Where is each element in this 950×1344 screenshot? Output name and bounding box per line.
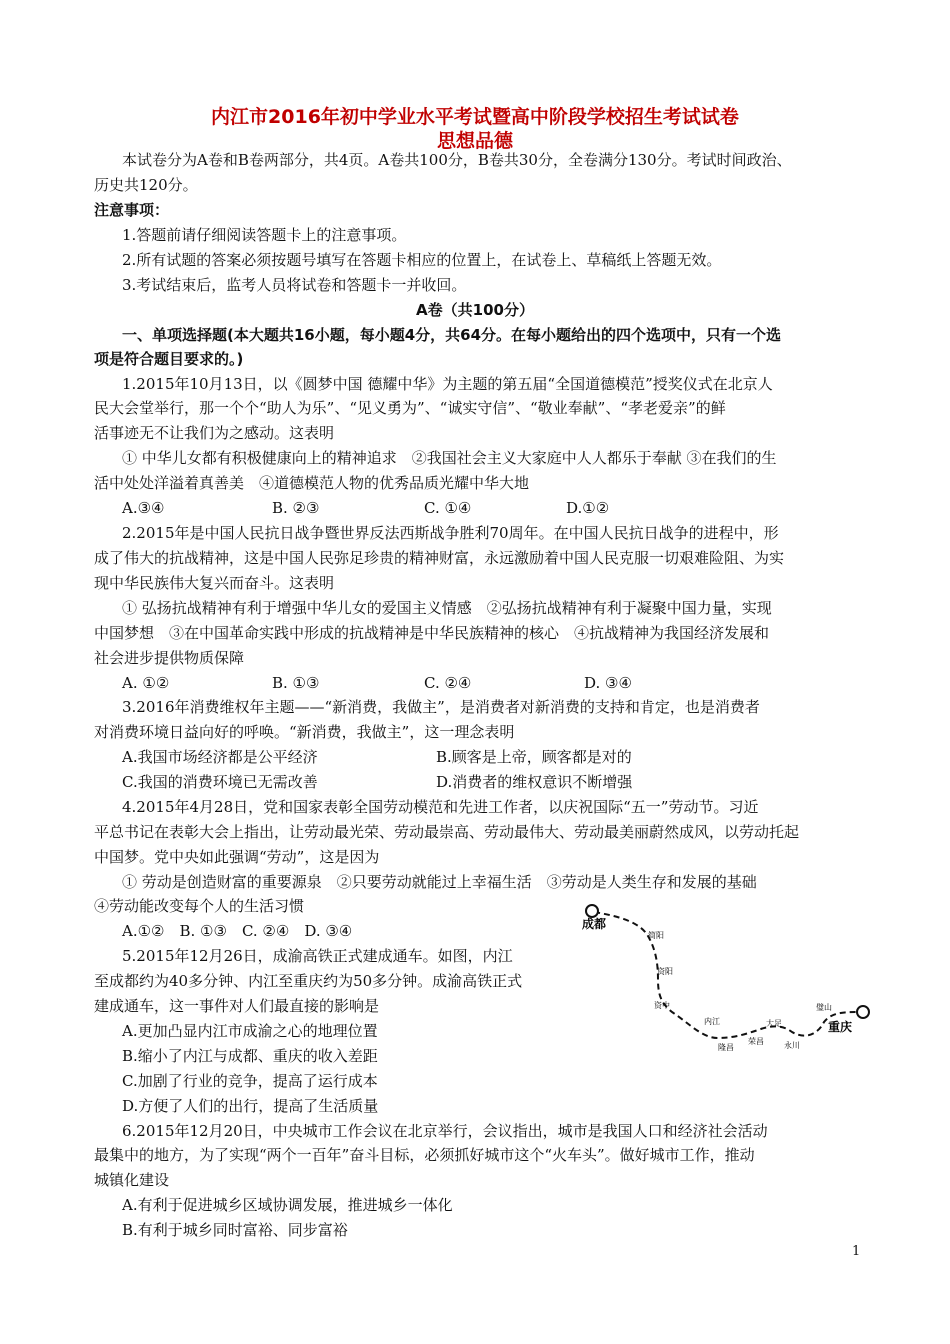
q4-stem: 4.2015年4月28日，党和国家表彰全国劳动模范和先进工作者，以庆祝国际“五一”劳动节。习近 [122,798,759,816]
exam-title: 内江市2016年初中学业水平考试暨高中阶段学校招生考试试卷 [211,106,739,128]
chongqing-terminal-icon [857,1006,869,1018]
q4-statement: ④劳动能改变每个人的生活习惯 [94,897,305,915]
q3-option-c: C.我国的消费环境已无需改善 [122,773,318,791]
q2-stem: 成了伟大的抗战精神，这是中国人民弥足珍贵的精神财富，永远激励着中国人民克服一切艰难险阻、为实 [94,549,785,567]
q3-option-b: B.顾客是上帝，顾客都是对的 [436,748,632,766]
q3-option-d: D.消费者的维权意识不断增强 [436,773,633,791]
q5-option-a: A.更加凸显内江市成渝之心的地理位置 [122,1022,378,1040]
station-ziyang: 资阳 [657,967,673,976]
q5-option-c: C.加剧了行业的竞争，提高了运行成本 [122,1072,378,1090]
station-chongqing: 重庆 [828,1020,853,1034]
q2-stem: 2.2015年是中国人民抗日战争暨世界反法西斯战争胜利70周年。在中国人民抗日战争的进程中，形 [122,524,779,542]
q1-statement: 活中处处洋溢着真善美 ④道德模范人物的优秀品质光耀中华大地 [94,474,530,492]
q4-stem: 中国梦。党中央如此强调“劳动”，这是因为 [94,848,380,866]
q5-stem: 建成通车，这一事件对人们最直接的影响是 [94,997,380,1015]
q3-stem: 对消费环境日益向好的呼唤。“新消费，我做主”，这一理念表明 [94,723,515,741]
q2-stem: 现中华民族伟大复兴而奋斗。这表明 [94,574,335,592]
q1-stem: 活事迹无不让我们为之感动。这表明 [94,424,335,442]
q2-option-c: C. ②④ [424,674,472,692]
station-bishan: 璧山 [816,1003,832,1012]
q2-option-b: B. ①③ [272,674,320,692]
q2-option-a: A. ①② [122,674,170,692]
q1-statement: ① 中华儿女都有积极健康向上的精神追求 ②我国社会主义大家庭中人人都乐于奉献 ③在我们的生 [122,449,777,467]
intro-line: 历史共120分。 [94,176,198,194]
q1-option-d: D.①② [566,499,610,517]
q4-options: A.①② B. ①③ C. ②④ D. ③④ [122,922,353,940]
q2-statement: ① 弘扬抗战精神有利于增强中华儿女的爱国主义情感 ②弘扬抗战精神有利于凝聚中国力量，实现 [122,599,772,617]
q4-statement: ① 劳动是创造财富的重要源泉 ②只要劳动就能过上幸福生活 ③劳动是人类生存和发展的基础 [122,873,757,891]
notice-item: 2.所有试题的答案必须按题号填写在答题卡相应的位置上，在试卷上、草稿纸上答题无效。 [122,251,722,269]
station-dazu: 大足 [766,1019,782,1028]
station-chengdu: 成都 [582,917,607,931]
part1-heading: 一、单项选择题(本大题共16小题，每小题4分，共64分。在每小题给出的四个选项中，只有一个选 [122,326,782,344]
chengdu-terminal-icon [586,905,598,917]
q3-stem: 3.2016年消费维权年主题——“新消费，我做主”，是消费者对新消费的支持和肯定，也是消费者 [122,698,760,716]
station-neijiang: 内江 [704,1017,720,1026]
q6-stem: 最集中的地方，为了实现“两个一百年”奋斗目标，必须抓好城市这个“火车头”。做好城市工作，推动 [94,1146,755,1164]
q5-option-d: D.方便了人们的出行，提高了生活质量 [122,1097,379,1115]
notice-item: 3.考试结束后，监考人员将试卷和答题卡一并收回。 [122,276,467,294]
q3-option-a: A.我国市场经济都是公平经济 [122,748,318,766]
page-number: 1 [852,1244,861,1259]
railway-map [578,900,878,1052]
part1-heading: 项是符合题目要求的。) [94,350,244,368]
q5-stem: 5.2015年12月26日，成渝高铁正式建成通车。如图，内江 [122,947,513,965]
notice-heading: 注意事项： [94,201,170,219]
q1-stem: 1.2015年10月13日，以《圆梦中国 德耀中华》为主题的第五届“全国道德模范”授奖仪式在北京人 [122,375,773,393]
q2-statement: 社会进步提供物质保障 [94,649,245,667]
station-yongchuan: 永川 [784,1041,800,1050]
q2-statement: 中国梦想 ③在中国革命实践中形成的抗战精神是中华民族精神的核心 ④抗战精神为我国经济发展和 [94,624,770,642]
station-zizhong: 资中 [654,1001,670,1010]
section-a-title: A卷（共100分） [416,301,534,319]
q1-stem: 民大会堂举行，那一个个“助人为乐”、“见义勇为”、“诚实守信”、“敬业奉献”、“孝老爱亲”的鲜 [94,399,726,417]
q1-option-c: C. ①④ [424,499,472,517]
station-longchang: 隆昌 [718,1043,734,1052]
q1-option-a: A.③④ [122,499,165,517]
station-rongchang: 荣昌 [748,1037,764,1046]
q6-stem: 6.2015年12月20日，中央城市工作会议在北京举行，会议指出，城市是我国人口和经济社会活动 [122,1122,768,1140]
q5-stem: 至成都约为40多分钟、内江至重庆约为50多分钟。成渝高铁正式 [94,972,523,990]
station-jianyang: 简阳 [648,931,664,940]
q2-option-d: D. ③④ [584,674,632,692]
intro-line: 本试卷分为A卷和B卷两部分，共4页。A卷共100分，B卷共30分，全卷满分130分。考试时间政治、 [122,151,792,169]
q5-option-b: B.缩小了内江与成都、重庆的收入差距 [122,1047,378,1065]
q6-stem: 城镇化建设 [94,1171,170,1189]
q1-option-b: B. ②③ [272,499,320,517]
q6-option-b: B.有利于城乡同时富裕、同步富裕 [122,1221,348,1239]
notice-item: 1.答题前请仔细阅读答题卡上的注意事项。 [122,226,407,244]
q6-option-a: A.有利于促进城乡区域协调发展，推进城乡一体化 [122,1196,453,1214]
railway-line [594,912,860,1038]
exam-subject: 思想品德 [436,130,513,152]
q4-stem: 平总书记在表彰大会上指出，让劳动最光荣、劳动最崇高、劳动最伟大、劳动最美丽蔚然成风，以劳动托起 [94,823,800,841]
